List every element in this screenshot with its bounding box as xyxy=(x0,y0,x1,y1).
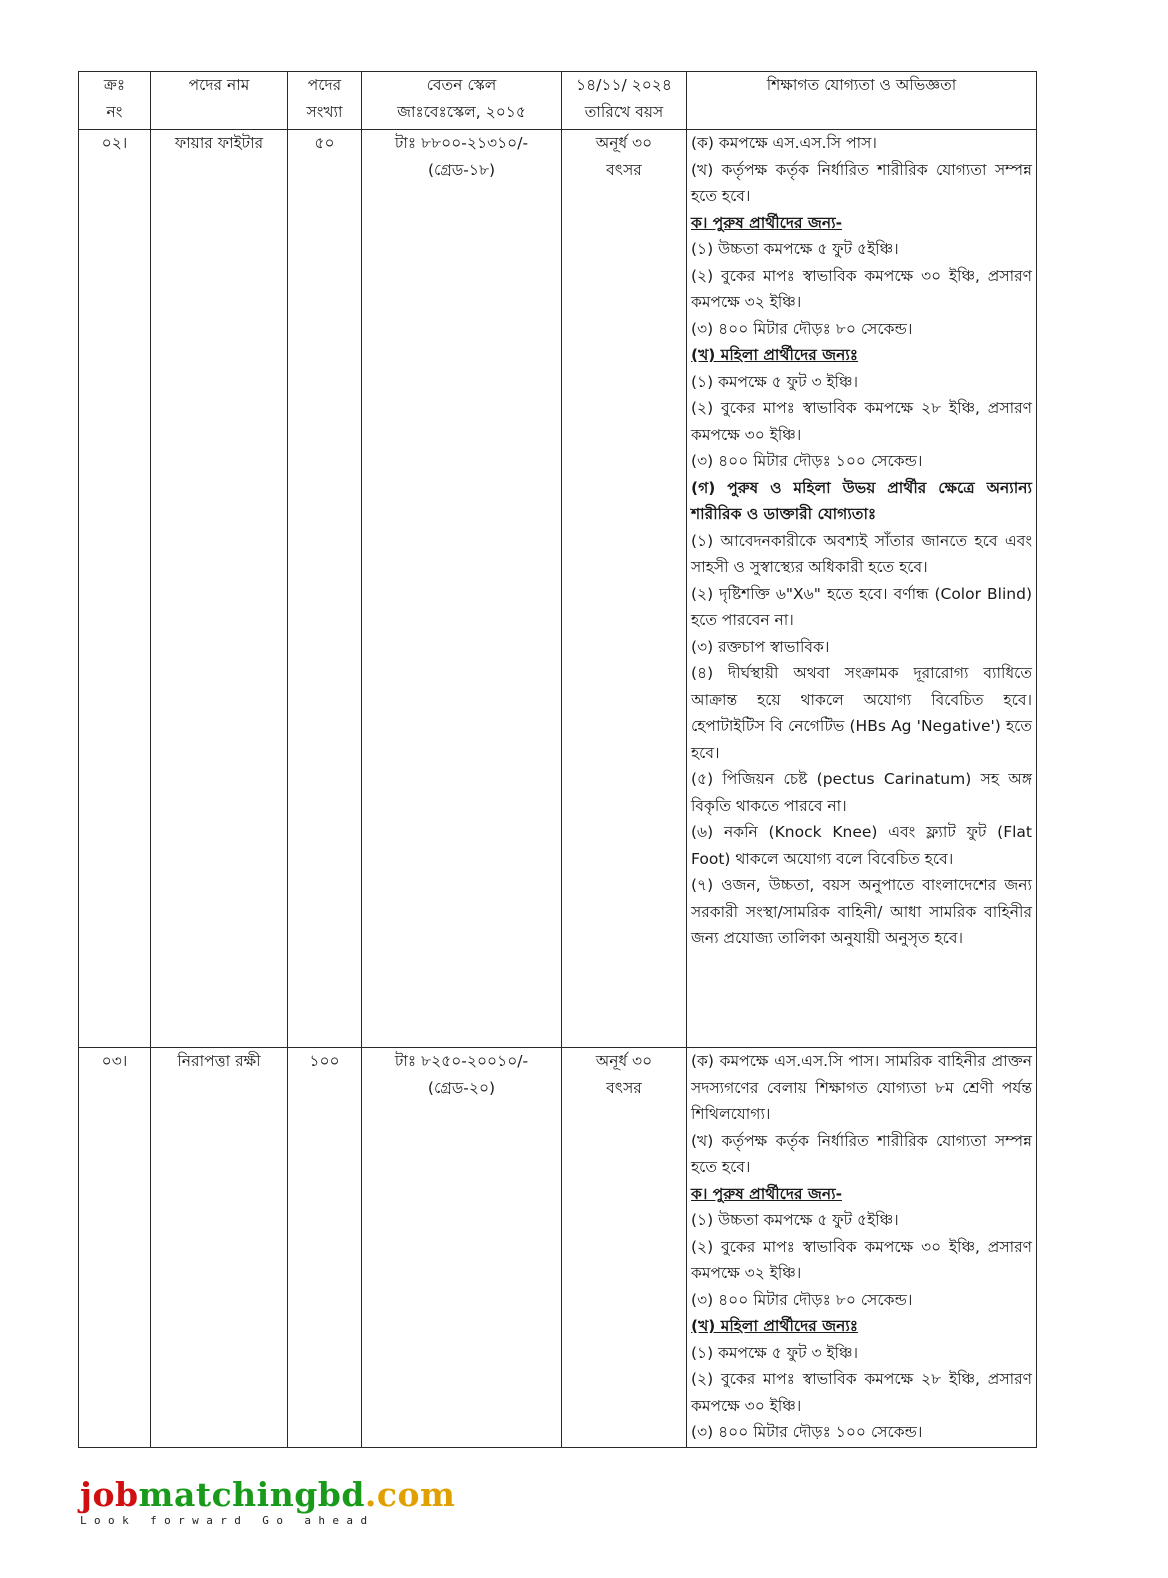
header-serial: ক্রঃ নং xyxy=(79,72,151,130)
age-cell: অনূর্ধ ৩০ বৎসর xyxy=(562,1048,687,1448)
requirement-item: (৩) ৪০০ মিটার দৌড়ঃ ১০০ সেকেন্ড। xyxy=(691,1423,923,1441)
requirement-item: (৩) ৪০০ মিটার দৌড়ঃ ৮০ সেকেন্ড। xyxy=(691,1290,913,1309)
logo-tagline: Look forward Go ahead xyxy=(80,1514,375,1527)
header-qualification: শিক্ষাগত যোগ্যতা ও অভিজ্ঞতা xyxy=(687,72,1037,130)
requirement-item: (খ) কর্তৃপক্ষ কর্তৃক নির্ধারিত শারীরিক যোগ্যতা সম্পন্ন হতে হবে। xyxy=(691,160,1032,205)
requirement-item: (১) আবেদনকারীকে অবশ্যই সাঁতার জানতে হবে এবং সাহসী ও সুস্বাস্থ্যের অধিকারী হতে হবে। xyxy=(691,531,1032,576)
requirement-item: (২) বুকের মাপঃ স্বাভাবিক কমপক্ষে ৩০ ইঞ্চি, প্রসারণ কমপক্ষে ৩২ ইঞ্চি। xyxy=(691,266,1032,311)
requirement-item: (১) কমপক্ষে ৫ ফুট ৩ ইঞ্চি। xyxy=(691,372,859,391)
post-name-cell: ফায়ার ফাইটার xyxy=(151,130,288,1048)
table-row xyxy=(79,130,1037,1048)
requirement-item: (২) বুকের মাপঃ স্বাভাবিক কমপক্ষে ৩০ ইঞ্চি, প্রসারণ কমপক্ষে ৩২ ইঞ্চি। xyxy=(691,1237,1032,1282)
requirement-item: (১) কমপক্ষে ৫ ফুট ৩ ইঞ্চি। xyxy=(691,1343,859,1362)
requirement-item: (২) বুকের মাপঃ স্বাভাবিক কমপক্ষে ২৮ ইঞ্চি, প্রসারণ কমপক্ষে ৩০ ইঞ্চি। xyxy=(691,399,1032,444)
qualification-cell xyxy=(687,1048,1037,1448)
requirement-item: (৩) ৪০০ মিটার দৌড়ঃ ১০০ সেকেন্ড। xyxy=(691,452,923,470)
header-post-name: পদের নাম xyxy=(151,72,288,130)
requirement-item: (৭) ওজন, উচ্চতা, বয়স অনুপাতে বাংলাদেশের জন্য সরকারী সংস্থা/সামরিক বাহিনী/ আধা সামরিক বাহিনীর জন্য প্রযোজ্য তালিকা অনুযায়ী অনুসৃত হবে। xyxy=(691,876,1032,947)
table-header-row xyxy=(79,72,1037,130)
qualification-cell xyxy=(687,130,1037,1048)
table-row xyxy=(79,1048,1037,1448)
header-age: ১৪/১১/ ২০২৪ তারিখে বয়স xyxy=(562,72,687,130)
requirement-item: (৪) দীর্ঘস্থায়ী অথবা সংক্রামক দূরারোগ্য ব্যাধিতে আক্রান্ত হয়ে থাকলে অযোগ্য বিবেচিত হবে। হেপাটাইটিস বি নেগেটিভ (HBs Ag 'Negative') হতে হবে। xyxy=(691,664,1032,762)
requirement-item: (৩) ৪০০ মিটার দৌড়ঃ ৮০ সেকেন্ড। xyxy=(691,319,913,338)
pay-scale-cell: টাঃ ৮২৫০-২০০১০/- (গ্রেড-২০) xyxy=(362,1048,562,1448)
section-heading: ক। পুরুষ প্রার্থীদের জন্য- xyxy=(691,1184,843,1203)
section-heading: ক। পুরুষ প্রার্থীদের জন্য- xyxy=(691,213,843,232)
section-heading: (খ) মহিলা প্রার্থীদের জন্যঃ xyxy=(691,1317,859,1335)
requirement-item: (১) উচ্চতা কমপক্ষে ৫ ফুট ৫ইঞ্চি। xyxy=(691,1211,899,1229)
requirement-item: (ক) কমপক্ষে এস.এস.সি পাস। সামরিক বাহিনীর প্রাক্তন সদস্যগণের বেলায় শিক্ষাগত যোগ্যতা ৮ম শ্রেণী পর্যন্ত শিথিলযোগ্য। xyxy=(691,1052,1032,1123)
jobmatchingbd-logo[interactable] xyxy=(80,1476,500,1536)
header-pay-scale: বেতন স্কেল জাঃবেঃস্কেল, ২০১৫ xyxy=(362,72,562,130)
post-name-cell: নিরাপত্তা রক্ষী xyxy=(151,1048,288,1448)
section-heading: (গ) পুরুষ ও মহিলা উভয় প্রার্থীর ক্ষেত্রে অন্যান্য শারীরিক ও ডাক্তারী যোগ্যতাঃ xyxy=(691,478,1032,523)
requirement-item: (২) দৃষ্টিশক্তি ৬"X৬" হতে হবে। বর্ণান্ধ (Color Blind) হতে পারবেন না। xyxy=(691,584,1032,629)
requirement-item: (ক) কমপক্ষে এস.এস.সি পাস। xyxy=(691,134,877,152)
requirement-item: (খ) কর্তৃপক্ষ কর্তৃক নির্ধারিত শারীরিক যোগ্যতা সম্পন্ন হতে হবে। xyxy=(691,1131,1032,1176)
requirement-item: (১) উচ্চতা কমপক্ষে ৫ ফুট ৫ইঞ্চি। xyxy=(691,240,899,258)
age-cell: অনূর্ধ ৩০ বৎসর xyxy=(562,130,687,1048)
requirement-item: (৬) নকনি (Knock Knee) এবং ফ্ল্যাট ফুট (Flat Foot) থাকলে অযোগ্য বলে বিবেচিত হবে। xyxy=(691,823,1032,868)
requirement-item: (২) বুকের মাপঃ স্বাভাবিক কমপক্ষে ২৮ ইঞ্চি, প্রসারণ কমপক্ষে ৩০ ইঞ্চি। xyxy=(691,1370,1032,1415)
serial-cell: ০২। xyxy=(79,130,151,1048)
requirement-item: (৫) পিজিয়ন চেষ্ট (pectus Carinatum) সহ অঙ্গ বিকৃতি থাকতে পারবে না। xyxy=(691,770,1032,815)
logo-wordmark: jobmatchingbd.com xyxy=(80,1475,456,1514)
post-count-cell: ১০০ xyxy=(288,1048,362,1448)
section-heading: (খ) মহিলা প্রার্থীদের জন্যঃ xyxy=(691,346,859,364)
serial-cell: ০৩। xyxy=(79,1048,151,1448)
job-requirements-table xyxy=(78,71,1037,1448)
header-post-count: পদের সংখ্যা xyxy=(288,72,362,130)
pay-scale-cell: টাঃ ৮৮০০-২১৩১০/- (গ্রেড-১৮) xyxy=(362,130,562,1048)
requirement-item: (৩) রক্তচাপ স্বাভাবিক। xyxy=(691,637,830,656)
post-count-cell: ৫০ xyxy=(288,130,362,1048)
